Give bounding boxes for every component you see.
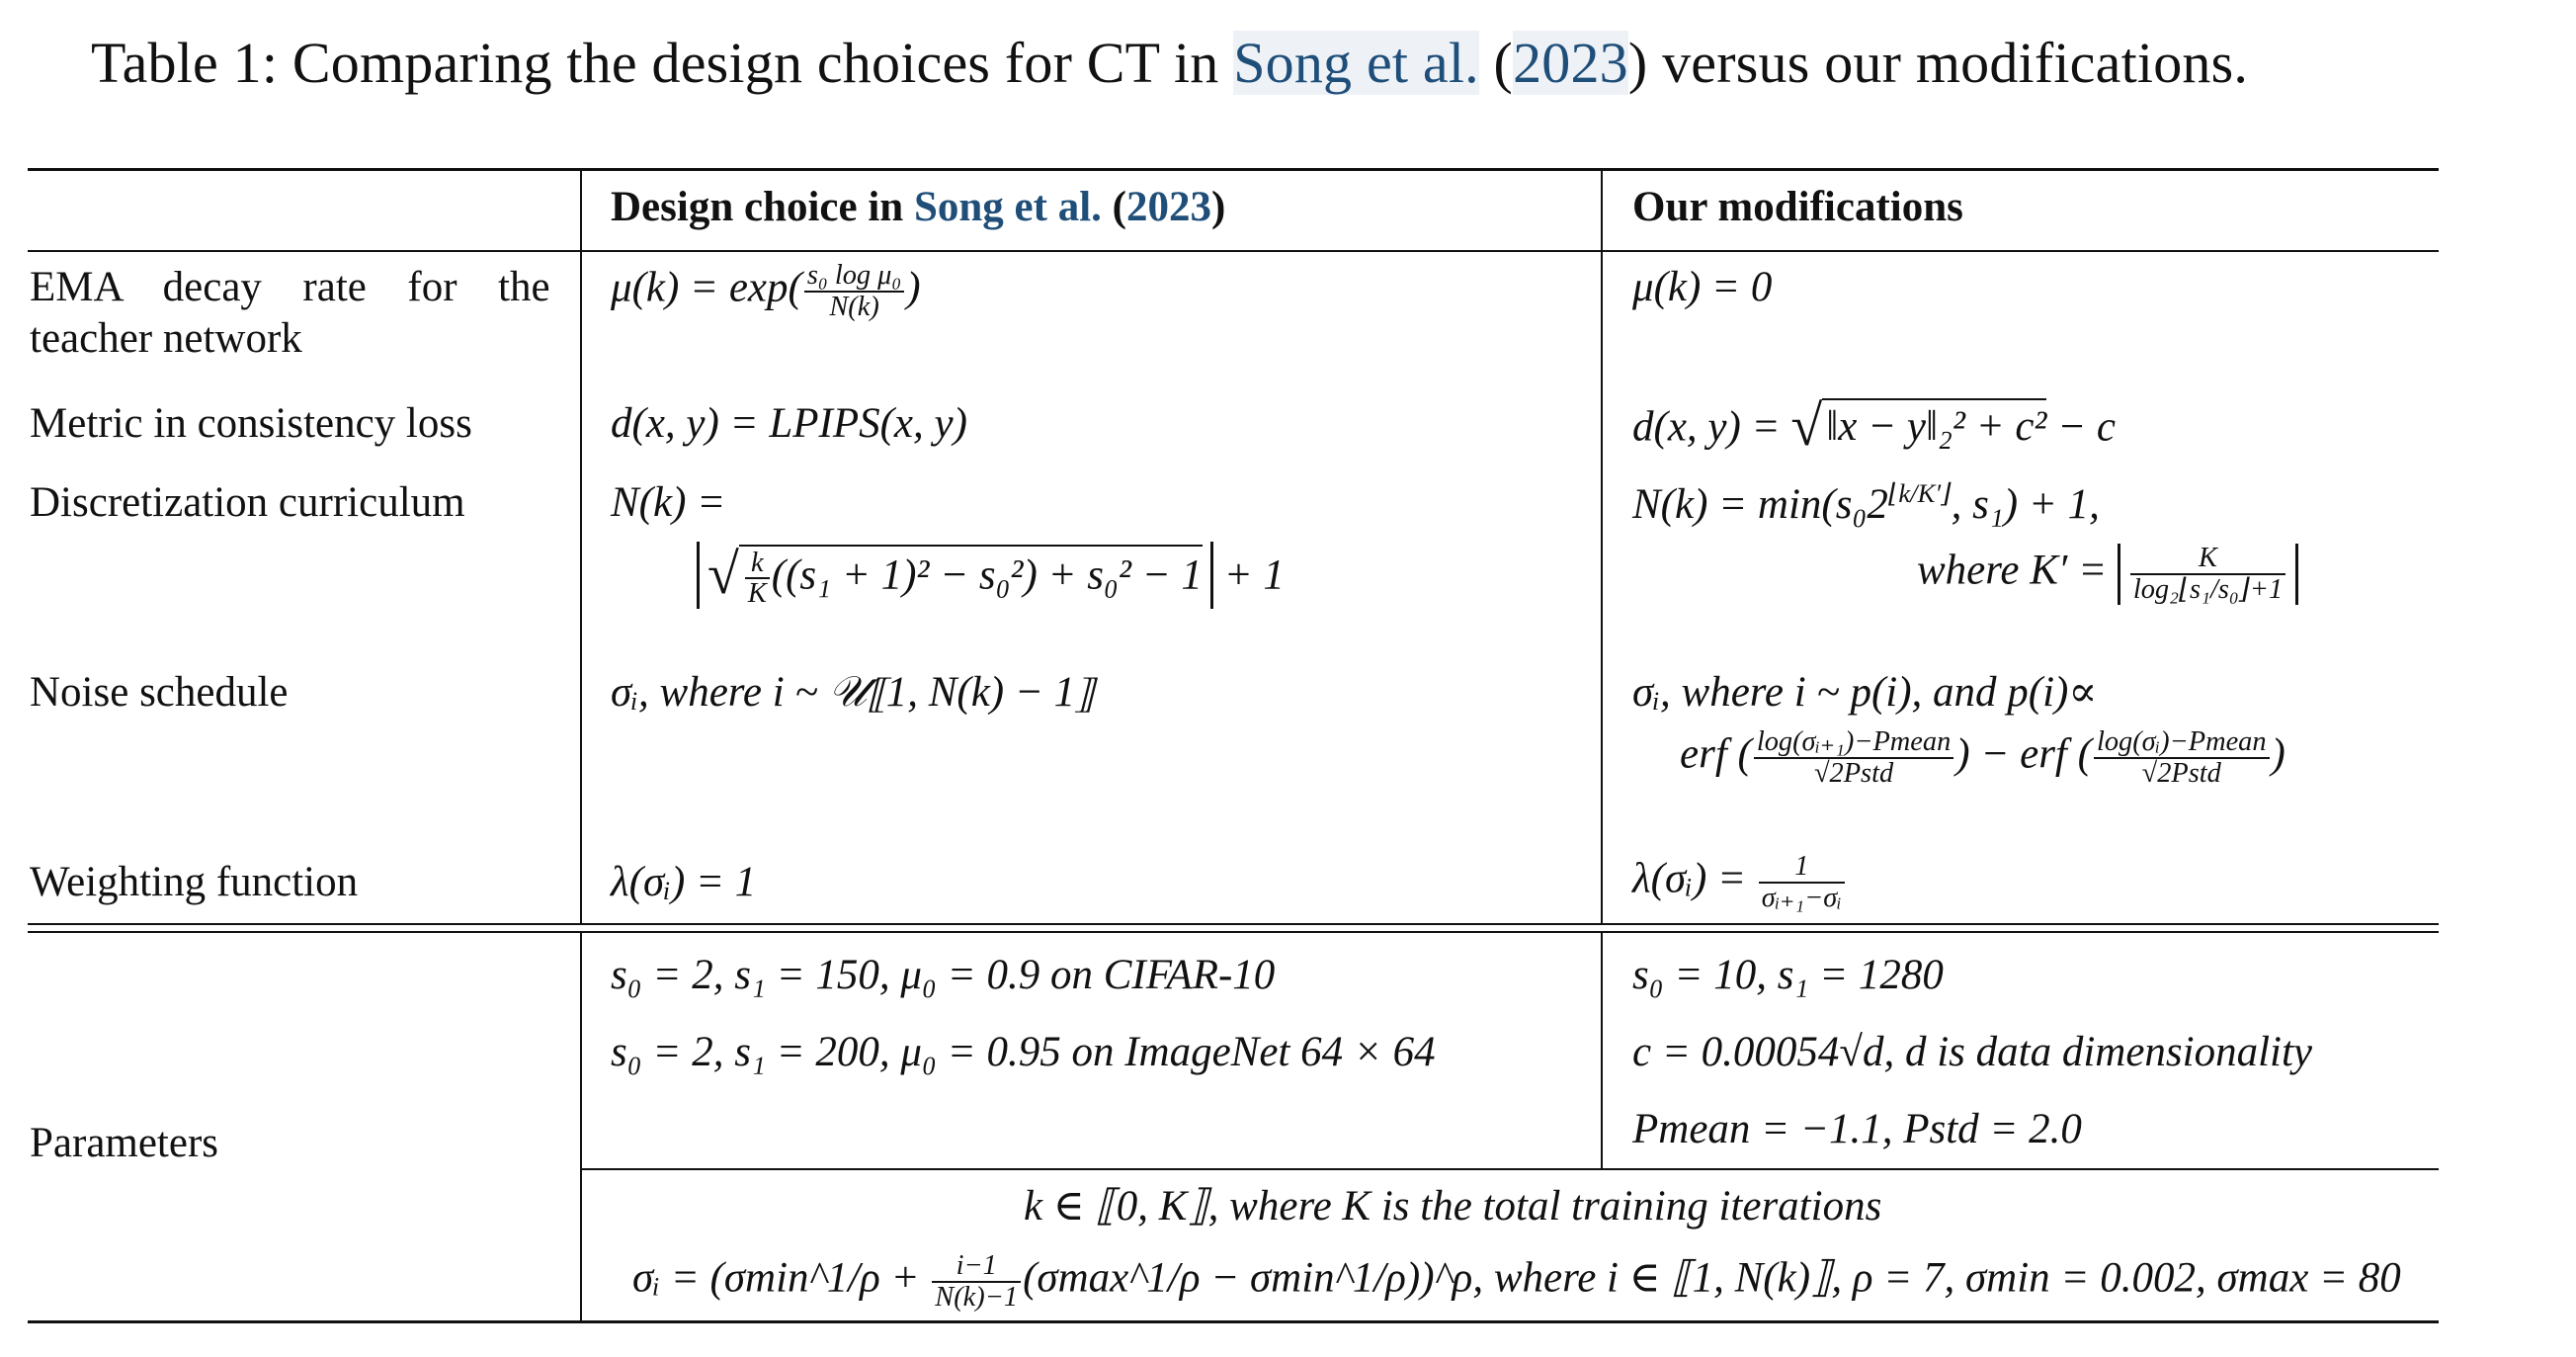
caption-text: Table 1: Comparing the design choices for CT in [91, 31, 1234, 95]
params-shared-num: i−1 [932, 1251, 1021, 1283]
params-shared-b: (σmax^1/ρ − σmin^1/ρ))^ρ, where i ∈ ⟦1, N(k)⟧, ρ = 7, σmin = 0.002, σmax = 80 [1023, 1254, 2401, 1302]
noise-fraction-1 [1754, 727, 1953, 789]
row-weighting-ours [1632, 852, 1847, 913]
double-rule-a [28, 923, 2439, 925]
sqrt-icon: √ [707, 542, 739, 606]
row-weighting-label: Weighting function [30, 859, 359, 905]
metric-ours-tail: − c [2046, 403, 2116, 451]
header-paren-close: ) [1210, 184, 1226, 230]
params-shared-a: σᵢ = (σmin^1/ρ + [632, 1254, 931, 1302]
metric-ours-lhs: d(x, y) = [1632, 403, 1791, 451]
row-discretization-ours-2 [1917, 544, 2298, 605]
row-discretization-orig-1: N(k) = [611, 479, 726, 526]
caption-suffix: ) versus our modifications. [1627, 31, 2249, 95]
citation-link-year[interactable]: 2023 [1513, 31, 1628, 95]
params-ours-2: c = 0.00054√d, d is data dimensionality [1632, 1029, 2313, 1075]
params-shared-den: N(k)−1 [935, 1281, 1019, 1313]
weight-ours-lhs: λ(σᵢ) = [1632, 855, 1757, 902]
disc-ours-exponent: ⌊k/K′⌋ [1887, 478, 1952, 508]
disc-ours-fraction [2130, 544, 2285, 605]
col-divider-1-upper [580, 170, 582, 923]
row-ema-label-2: teacher network [30, 315, 302, 362]
disc-ours-frac-den: log₂⌊s₁/s₀⌋+1 [2132, 573, 2284, 605]
weight-ours-fraction [1759, 852, 1845, 913]
ema-orig-lhs: μ(k) = exp( [611, 264, 802, 311]
disc-orig-frac-num: k [745, 549, 770, 580]
disc-orig-sqrt-rest: ((s₁ + 1)² − s₀²) + s₀² − 1 [771, 551, 1203, 599]
ema-orig-fraction [804, 261, 904, 322]
bottom-rule [28, 1320, 2439, 1323]
ema-orig-denominator: N(k) [829, 291, 879, 322]
noise-den-1: √2Pstd [1813, 757, 1894, 789]
header-citation-year[interactable]: 2023 [1125, 184, 1211, 230]
params-shared-fraction [932, 1251, 1021, 1313]
metric-ours-radicand: ‖x − y‖₂² + c² [1822, 398, 2046, 451]
citation-link-author[interactable]: Song et al. [1233, 31, 1479, 95]
col-divider-1-lower [580, 933, 582, 1321]
row-parameters-label: Parameters [30, 1120, 219, 1166]
header-col3: Our modifications [1632, 184, 1963, 230]
disc-ours-a: N(k) = min(s₀2 [1632, 480, 1888, 528]
row-noise-ours-2 [1680, 727, 2285, 789]
noise-num-1: log(σᵢ₊₁)−Pmean [1754, 727, 1953, 759]
header-citation-author[interactable]: Song et al. [913, 184, 1102, 230]
double-rule-b [28, 931, 2439, 933]
header-rule [28, 250, 2439, 252]
col-divider-2-upper [1601, 170, 1603, 923]
row-ema-ours: μ(k) = 0 [1632, 264, 1773, 310]
row-ema-label-1: EMA decay rate for the [30, 264, 550, 310]
noise-fraction-2 [2094, 727, 2270, 789]
top-rule [28, 168, 2439, 171]
params-orig-1: s₀ = 2, s₁ = 150, μ₀ = 0.9 on CIFAR-10 [611, 952, 1276, 998]
row-noise-ours-1: σᵢ, where i ~ p(i), and p(i)∝ [1632, 669, 2098, 716]
disc-ours-frac-num: K [2130, 544, 2285, 575]
floor-brackets [2118, 544, 2298, 605]
row-noise-label: Noise schedule [30, 669, 289, 716]
disc-orig-tail: + 1 [1212, 551, 1285, 599]
params-ours-1: s₀ = 10, s₁ = 1280 [1632, 952, 1944, 998]
ceil-brackets [697, 542, 1213, 609]
disc-orig-fraction [745, 549, 770, 610]
row-metric-label: Metric in consistency loss [30, 400, 472, 447]
row-weighting-original: λ(σᵢ) = 1 [611, 859, 757, 905]
weight-ours-num: 1 [1759, 852, 1845, 884]
disc-ours-b: , s₁) + 1, [1951, 480, 2100, 528]
noise-erf-2: ) − erf ( [1955, 730, 2092, 778]
noise-den-2: √2Pstd [2141, 757, 2221, 789]
params-shared-2 [632, 1251, 2401, 1313]
ema-orig-numerator: s₀ log μ₀ [804, 261, 904, 293]
col-divider-2-lower [1601, 933, 1603, 1168]
shared-params-rule [581, 1168, 2439, 1170]
table-caption [91, 30, 2248, 96]
row-discretization-ours-1 [1632, 478, 2100, 529]
params-orig-2: s₀ = 2, s₁ = 200, μ₀ = 0.95 on ImageNet 64 × 64 [611, 1029, 1436, 1075]
ema-orig-close: ) [906, 264, 921, 311]
noise-close: ) [2271, 730, 2285, 778]
header-col2 [611, 183, 1225, 231]
params-shared-1: k ∈ ⟦0, K⟧, where K is the total training iterations [1024, 1183, 1882, 1230]
noise-num-2: log(σᵢ)−Pmean [2094, 727, 2270, 759]
row-discretization-label: Discretization curriculum [30, 479, 465, 526]
disc-orig-radicand [739, 545, 1203, 610]
row-metric-original: d(x, y) = LPIPS(x, y) [611, 400, 967, 447]
weight-ours-den: σᵢ₊₁−σᵢ [1761, 882, 1842, 913]
row-noise-original: σᵢ, where i ~ 𝒰⟦1, N(k) − 1⟧ [611, 669, 1095, 716]
row-metric-ours [1632, 393, 2116, 460]
row-discretization-orig-2 [697, 542, 1285, 609]
disc-orig-frac-den: K [747, 578, 767, 610]
header-col2-text: Design choice in [611, 184, 914, 230]
caption-paren: ( [1478, 31, 1514, 95]
params-ours-3: Pmean = −1.1, Pstd = 2.0 [1632, 1106, 2082, 1152]
row-ema-original [611, 261, 921, 322]
sqrt-icon: √ [1790, 393, 1823, 458]
noise-erf-1: erf ( [1680, 730, 1752, 778]
disc-ours-where: where K′ = [1917, 547, 2118, 594]
header-paren-open: ( [1101, 184, 1126, 230]
